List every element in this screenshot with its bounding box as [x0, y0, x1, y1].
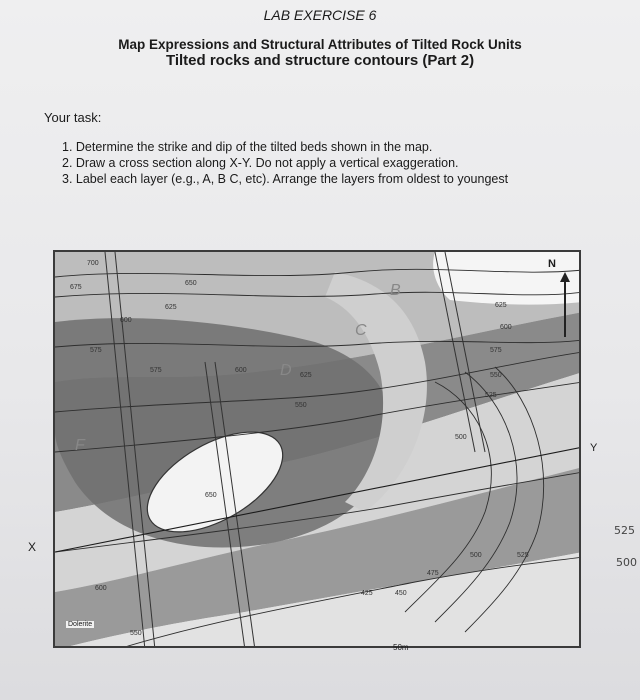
scale-bar-label: 50m [393, 643, 409, 652]
lab-title: LAB EXERCISE 6 [263, 7, 377, 23]
unit-label-d: D [280, 362, 292, 379]
contour-label: 600 [500, 324, 512, 331]
exercise-subtitle-part: Tilted rocks and structure contours (Part 2) [165, 52, 475, 69]
contour-label: 550 [490, 372, 502, 379]
unit-label-b: B [390, 282, 401, 299]
map-drawing [55, 252, 581, 648]
contour-label: 650 [205, 492, 217, 499]
contour-label: 500 [455, 434, 467, 441]
contour-label: 625 [300, 372, 312, 379]
geologic-map [53, 250, 581, 648]
unit-label-f: F [75, 437, 85, 454]
contour-label: 500 [470, 552, 482, 559]
section-end-label: Y [590, 442, 598, 454]
contour-label: 600 [235, 367, 247, 374]
handwritten-contour-note: 500 [616, 556, 637, 569]
contour-label: 525 [485, 392, 497, 399]
dolerite-legend: Dolerite [68, 621, 93, 628]
contour-label: 450 [395, 590, 407, 597]
contour-label: 550 [295, 402, 307, 409]
contour-label: 425 [361, 590, 373, 597]
contour-label: 600 [120, 317, 132, 324]
contour-label: 625 [495, 302, 507, 309]
contour-label: 550 [130, 630, 142, 637]
contour-label: 600 [95, 585, 107, 592]
contour-label: 575 [90, 347, 102, 354]
task-label: Your task: [44, 110, 102, 125]
contour-label: 575 [150, 367, 162, 374]
north-arrow-label: N [548, 258, 556, 270]
contour-label: 700 [87, 260, 99, 267]
task-item: 1. Determine the strike and dip of the tilted beds shown in the map. [62, 140, 433, 154]
contour-label: 525 [517, 552, 529, 559]
contour-label: 625 [165, 304, 177, 311]
contour-label: 650 [185, 280, 197, 287]
task-list [62, 139, 508, 187]
exercise-subtitle: Map Expressions and Structural Attributes of Tilted Rock Units [118, 37, 522, 52]
unit-label-c: C [355, 322, 367, 339]
contour-label: 675 [70, 284, 82, 291]
contour-label: 475 [427, 570, 439, 577]
contour-label: 575 [490, 347, 502, 354]
handwritten-contour-note: 525 [614, 524, 635, 537]
task-item: 3. Label each layer (e.g., A, B C, etc). Arrange the layers from oldest to youngest [62, 172, 509, 186]
section-start-label: X [28, 540, 37, 554]
task-item: 2. Draw a cross section along X-Y. Do not apply a vertical exaggeration. [62, 156, 459, 170]
